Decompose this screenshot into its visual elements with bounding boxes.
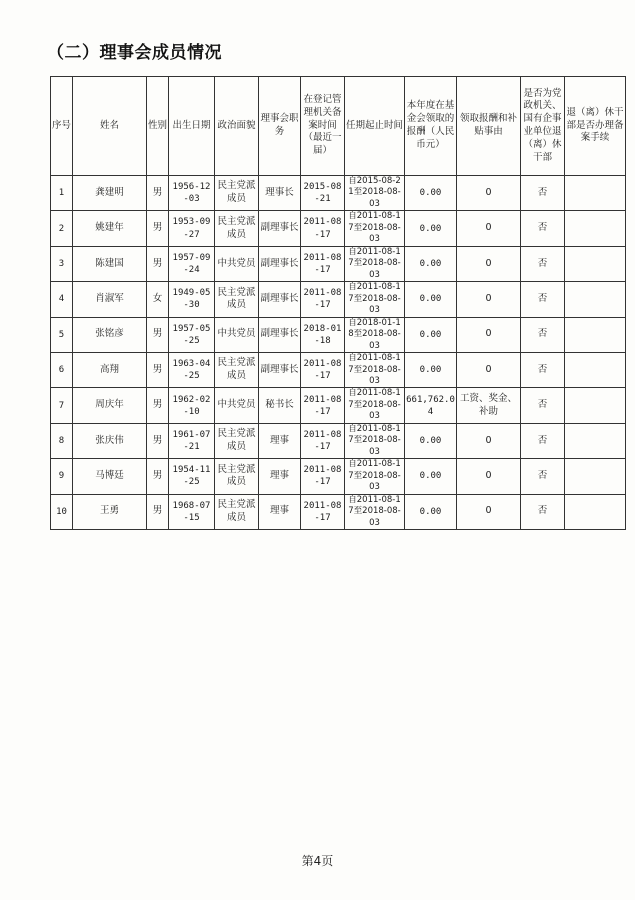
birth-date: 1954-11-25 <box>169 459 215 494</box>
political-status: 民主党派成员 <box>215 494 259 529</box>
retired-official-flag: 否 <box>521 211 565 246</box>
board-position: 副理事长 <box>259 317 301 352</box>
board-position: 理事 <box>259 459 301 494</box>
annual-pay: 0.00 <box>405 423 457 458</box>
member-gender: 男 <box>147 176 169 211</box>
term-period: 自2011-08-17至2018-08-03 <box>345 423 405 458</box>
column-header: 在登记管理机关备案时间（最近一届） <box>301 77 345 176</box>
birth-date: 1956-12-03 <box>169 176 215 211</box>
annual-pay: 0.00 <box>405 282 457 317</box>
retiree-filing-status <box>565 423 626 458</box>
column-header: 退（离）休干部是否办理备案手续 <box>565 77 626 176</box>
annual-pay: 0.00 <box>405 494 457 529</box>
term-period: 自2011-08-17至2018-08-03 <box>345 494 405 529</box>
column-header: 序号 <box>51 77 73 176</box>
term-period: 自2018-01-18至2018-08-03 <box>345 317 405 352</box>
retired-official-flag: 否 <box>521 494 565 529</box>
table-row <box>51 317 626 352</box>
birth-date: 1949-05-30 <box>169 282 215 317</box>
member-gender: 男 <box>147 317 169 352</box>
board-position: 理事 <box>259 423 301 458</box>
birth-date: 1957-09-24 <box>169 246 215 281</box>
political-status: 民主党派成员 <box>215 282 259 317</box>
member-name: 张铭彦 <box>73 317 147 352</box>
member-name: 陈建国 <box>73 246 147 281</box>
row-number: 4 <box>51 282 73 317</box>
row-number: 2 <box>51 211 73 246</box>
row-number: 7 <box>51 388 73 423</box>
annual-pay: 0.00 <box>405 246 457 281</box>
column-header: 政治面貌 <box>215 77 259 176</box>
term-period: 自2011-08-17至2018-08-03 <box>345 353 405 388</box>
annual-pay: 0.00 <box>405 211 457 246</box>
filing-date: 2015-08-21 <box>301 176 345 211</box>
member-name: 肖淑军 <box>73 282 147 317</box>
political-status: 民主党派成员 <box>215 211 259 246</box>
term-period: 自2011-08-17至2018-08-03 <box>345 459 405 494</box>
row-number: 10 <box>51 494 73 529</box>
political-status: 中共党员 <box>215 246 259 281</box>
table-row <box>51 176 626 211</box>
retired-official-flag: 否 <box>521 246 565 281</box>
board-position: 副理事长 <box>259 353 301 388</box>
pay-reason: 0 <box>457 317 521 352</box>
retired-official-flag: 否 <box>521 176 565 211</box>
annual-pay: 0.00 <box>405 459 457 494</box>
column-header: 性别 <box>147 77 169 176</box>
filing-date: 2011-08-17 <box>301 494 345 529</box>
political-status: 民主党派成员 <box>215 423 259 458</box>
political-status: 民主党派成员 <box>215 353 259 388</box>
board-position: 副理事长 <box>259 246 301 281</box>
board-position: 副理事长 <box>259 282 301 317</box>
table-row <box>51 211 626 246</box>
filing-date: 2011-08-17 <box>301 423 345 458</box>
table-row <box>51 246 626 281</box>
member-gender: 女 <box>147 282 169 317</box>
member-gender: 男 <box>147 459 169 494</box>
birth-date: 1961-07-21 <box>169 423 215 458</box>
political-status: 民主党派成员 <box>215 176 259 211</box>
table-row <box>51 388 626 423</box>
board-position: 副理事长 <box>259 211 301 246</box>
column-header: 理事会职务 <box>259 77 301 176</box>
retiree-filing-status <box>565 317 626 352</box>
pay-reason: 0 <box>457 282 521 317</box>
retired-official-flag: 否 <box>521 317 565 352</box>
retiree-filing-status <box>565 282 626 317</box>
pay-reason: 0 <box>457 353 521 388</box>
pay-reason: 0 <box>457 494 521 529</box>
birth-date: 1963-04-25 <box>169 353 215 388</box>
pay-reason: 工资、奖金、补助 <box>457 388 521 423</box>
annual-pay: 0.00 <box>405 176 457 211</box>
board-position: 秘书长 <box>259 388 301 423</box>
retiree-filing-status <box>565 211 626 246</box>
birth-date: 1962-02-10 <box>169 388 215 423</box>
pay-reason: 0 <box>457 176 521 211</box>
birth-date: 1968-07-15 <box>169 494 215 529</box>
column-header: 是否为党政机关、国有企事业单位退（离）休干部 <box>521 77 565 176</box>
member-name: 王勇 <box>73 494 147 529</box>
member-gender: 男 <box>147 423 169 458</box>
member-gender: 男 <box>147 494 169 529</box>
retired-official-flag: 否 <box>521 423 565 458</box>
member-name: 姚建年 <box>73 211 147 246</box>
filing-date: 2011-08-17 <box>301 282 345 317</box>
table-row <box>51 494 626 529</box>
annual-pay: 0.00 <box>405 317 457 352</box>
table-row <box>51 423 626 458</box>
table-header-row <box>51 77 626 176</box>
row-number: 9 <box>51 459 73 494</box>
retiree-filing-status <box>565 176 626 211</box>
member-name: 张庆伟 <box>73 423 147 458</box>
political-status: 民主党派成员 <box>215 459 259 494</box>
retired-official-flag: 否 <box>521 282 565 317</box>
political-status: 中共党员 <box>215 317 259 352</box>
term-period: 自2011-08-17至2018-08-03 <box>345 211 405 246</box>
member-name: 龚建明 <box>73 176 147 211</box>
political-status: 中共党员 <box>215 388 259 423</box>
pay-reason: 0 <box>457 459 521 494</box>
row-number: 8 <box>51 423 73 458</box>
member-name: 周庆年 <box>73 388 147 423</box>
retiree-filing-status <box>565 494 626 529</box>
retired-official-flag: 否 <box>521 353 565 388</box>
member-name: 马博廷 <box>73 459 147 494</box>
member-gender: 男 <box>147 246 169 281</box>
pay-reason: 0 <box>457 211 521 246</box>
filing-date: 2011-08-17 <box>301 459 345 494</box>
table-row <box>51 353 626 388</box>
retiree-filing-status <box>565 388 626 423</box>
row-number: 3 <box>51 246 73 281</box>
board-position: 理事长 <box>259 176 301 211</box>
retiree-filing-status <box>565 353 626 388</box>
column-header: 任期起止时间 <box>345 77 405 176</box>
filing-date: 2011-08-17 <box>301 211 345 246</box>
retiree-filing-status <box>565 246 626 281</box>
filing-date: 2011-08-17 <box>301 246 345 281</box>
term-period: 自2011-08-17至2018-08-03 <box>345 246 405 281</box>
member-gender: 男 <box>147 353 169 388</box>
board-position: 理事 <box>259 494 301 529</box>
page-number: 第4页 <box>301 854 334 868</box>
birth-date: 1953-09-27 <box>169 211 215 246</box>
column-header: 本年度在基金会领取的报酬（人民币元） <box>405 77 457 176</box>
row-number: 1 <box>51 176 73 211</box>
pay-reason: 0 <box>457 246 521 281</box>
row-number: 5 <box>51 317 73 352</box>
annual-pay: 661,762.04 <box>405 388 457 423</box>
term-period: 自2011-08-17至2018-08-03 <box>345 282 405 317</box>
table-row <box>51 459 626 494</box>
filing-date: 2018-01-18 <box>301 317 345 352</box>
member-gender: 男 <box>147 211 169 246</box>
board-members-table <box>50 76 626 530</box>
retired-official-flag: 否 <box>521 459 565 494</box>
member-name: 高翔 <box>73 353 147 388</box>
term-period: 自2011-08-17至2018-08-03 <box>345 388 405 423</box>
birth-date: 1957-05-25 <box>169 317 215 352</box>
table-body <box>51 176 626 530</box>
retired-official-flag: 否 <box>521 388 565 423</box>
filing-date: 2011-08-17 <box>301 388 345 423</box>
filing-date: 2011-08-17 <box>301 353 345 388</box>
section-title: （二）理事会成员情况 <box>47 43 222 63</box>
retiree-filing-status <box>565 459 626 494</box>
pay-reason: 0 <box>457 423 521 458</box>
row-number: 6 <box>51 353 73 388</box>
column-header: 出生日期 <box>169 77 215 176</box>
column-header: 姓名 <box>73 77 147 176</box>
annual-pay: 0.00 <box>405 353 457 388</box>
column-header: 领取报酬和补贴事由 <box>457 77 521 176</box>
term-period: 自2015-08-21至2018-08-03 <box>345 176 405 211</box>
member-gender: 男 <box>147 388 169 423</box>
table-row <box>51 282 626 317</box>
